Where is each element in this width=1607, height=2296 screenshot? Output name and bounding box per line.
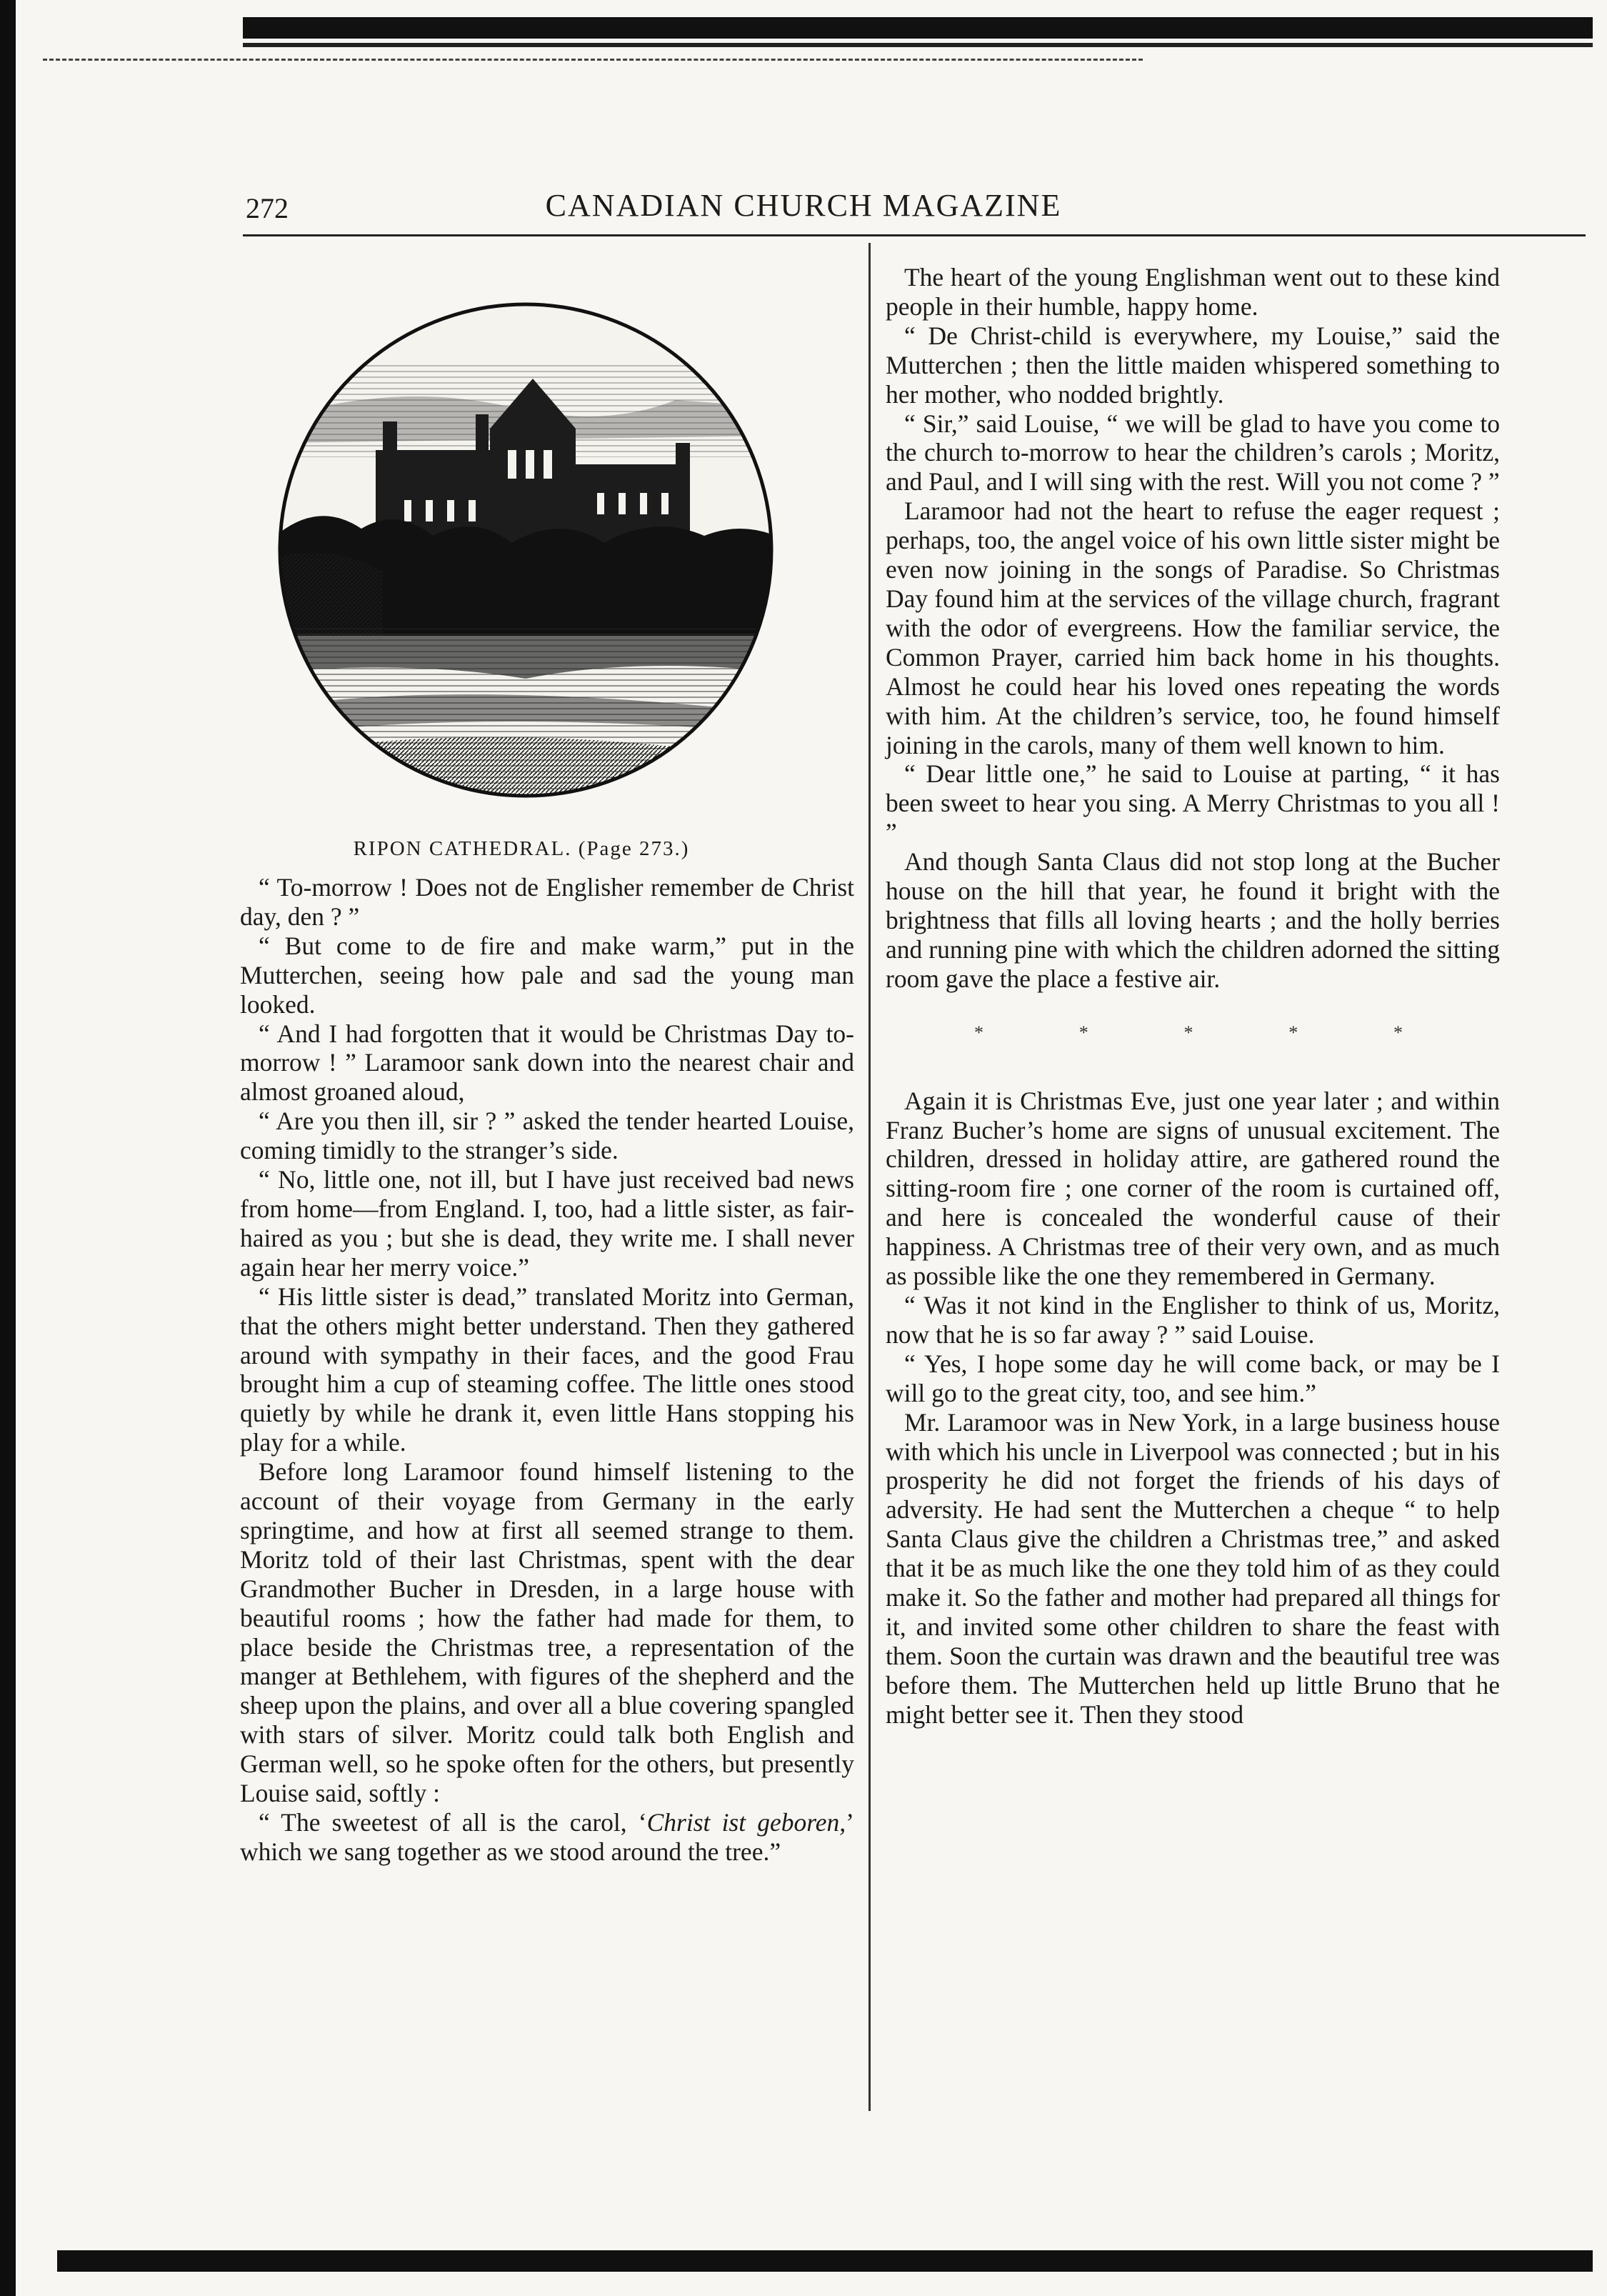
asterism: * [1393, 1022, 1403, 1043]
asterism: * [1288, 1022, 1298, 1043]
paragraph: Mr. Laramoor was in New York, in a large business house with which his uncle in Liverpool was connected ; but in his prosperity he did not forget the friends of his days of adversity. He had sent the Mutterchen a cheque “ to help Santa Claus give the children a Christmas tree,” and asked that it be as much like the one they told him of as they could make it. So the father and mother had prepared all things for it, and invited some other children to share the feast with them. Soon the curtain was drawn and the beautiful tree was before them. The Mutterchen held up little Bruno that he might better see it. Then they stood [886, 1407, 1500, 1729]
paragraph: “ But come to de fire and make warm,” put in the Mutterchen, seeing how pale and sad the young man looked. [240, 931, 854, 1019]
scan-edge-shadow [0, 0, 16, 2296]
paragraph: “ To-morrow ! Does not de Englisher remember de Christ day, den ? ” [240, 873, 854, 931]
header-rule [243, 234, 1586, 236]
section-break [974, 1022, 1403, 1044]
paragraph: “ Was it not kind in the Englisher to think of us, Moritz, now that he is so far away ? ” said Louise. [886, 1291, 1500, 1349]
page-number: 272 [246, 192, 289, 224]
top-border-rule [243, 17, 1593, 39]
paragraph: “ No, little one, not ill, but I have just received bad news from home—from England. I, too, had a little sister, as fair-haired as you ; but she is dead, they write me. I shall never again hear her merry voice.” [240, 1165, 854, 1282]
paragraph: “ And I had forgotten that it would be Christmas Day to-morrow ! ” Laramoor sank down into the nearest chair and almost groaned aloud, [240, 1019, 854, 1107]
dashed-rule [43, 59, 1143, 61]
bottom-border-rule [57, 2250, 1593, 2272]
paragraph: “ His little sister is dead,” translated Moritz into German, that the others might better understand. Then they gathered around with sympathy in their faces, and the good Frau brought him a cup of steaming coffee. The little ones stood quietly by while he drank it, even little Hans stopping his play for a while. [240, 1282, 854, 1457]
paragraph: “ Sir,” said Louise, “ we will be glad to have you come to the church to-morrow to hear the children’s carols ; Moritz, and Paul, and I will sing with the rest. Will you not come ? ” [886, 409, 1500, 496]
paragraph: Laramoor had not the heart to refuse the eager request ; perhaps, too, the angel voice of his own little sister might be even now joining in the songs of Paradise. So Christmas Day found him at the services of the village church, fragrant with the odor of evergreens. How the familiar service, the Common Prayer, carried him back home in his thoughts. Almost he could hear his loved ones repeating the words with him. At the children’s service, too, he found himself joining in the carols, many of them well known to him. [886, 496, 1500, 759]
right-column [886, 263, 1500, 1730]
column-divider [868, 243, 871, 2111]
illustration-caption: RIPON CATHEDRAL. (Page 273.) [353, 837, 690, 860]
paragraph: Before long Laramoor found himself listening to the account of their voyage from Germany in the early springtime, and how at first all seemed strange to them. Moritz told of their last Christmas, spent with the dear Grandmother Bucher in Dresden, in a large house with beautiful rooms ; how the father had made for them, to place beside the Christmas tree, a representation of the manger at Bethlehem, with figures of the shepherd and the sheep upon the plains, and over all a blue covering spangled with stars of silver. Moritz could talk both English and German well, so he spoke often for the others, but presently Louise said, softly : [240, 1457, 854, 1808]
paragraph: “ Are you then ill, sir ? ” asked the tender hearted Louise, coming timidly to the stranger’s side. [240, 1107, 854, 1165]
text-run: “ The sweetest of all is the carol, ‘ [259, 1808, 647, 1837]
paragraph: “ Dear little one,” he said to Louise at parting, “ it has been sweet to hear you sing. A Merry Christmas to you all ! ” [886, 759, 1500, 847]
paragraph: Again it is Christmas Eve, just one year later ; and within Franz Bucher’s home are signs of unusual excitement. The children, dressed in holiday attire, are gathered round the sitting-room fire ; one corner of the room is curtained off, and here is concealed the wonderful cause of their happiness. A Christmas tree of their very own, and as much as possible like the one they remembered in Germany. [886, 1086, 1500, 1291]
carol-title: Christ ist geboren, [646, 1808, 846, 1837]
top-border-rule-thin [243, 43, 1593, 47]
paragraph-carol [240, 1808, 854, 1867]
asterism: * [1078, 1022, 1088, 1043]
asterism: * [974, 1022, 983, 1043]
paragraph: “ De Christ-child is everywhere, my Louise,” said the Mutterchen ; then the little maiden whispered something to her mother, who nodded brightly. [886, 321, 1500, 409]
paragraph: “ Yes, I hope some day he will come back, or may be I will go to the great city, too, and see him.” [886, 1349, 1500, 1407]
text-run: ’ which we sang together as we stood around the tree.” [240, 1808, 854, 1866]
left-column [240, 873, 854, 1867]
paragraph: And though Santa Claus did not stop long at the Bucher house on the hill that year, he found it bright with the brightness that fills all loving hearts ; and the holly berries and running pine with which the children adorned the sitting room gave the place a festive air. [886, 847, 1500, 993]
running-head-title: CANADIAN CHURCH MAGAZINE [545, 188, 1062, 223]
ripon-cathedral-engraving [276, 300, 776, 800]
asterism: * [1183, 1022, 1193, 1043]
paragraph: The heart of the young Englishman went out to these kind people in their humble, happy home. [886, 263, 1500, 321]
